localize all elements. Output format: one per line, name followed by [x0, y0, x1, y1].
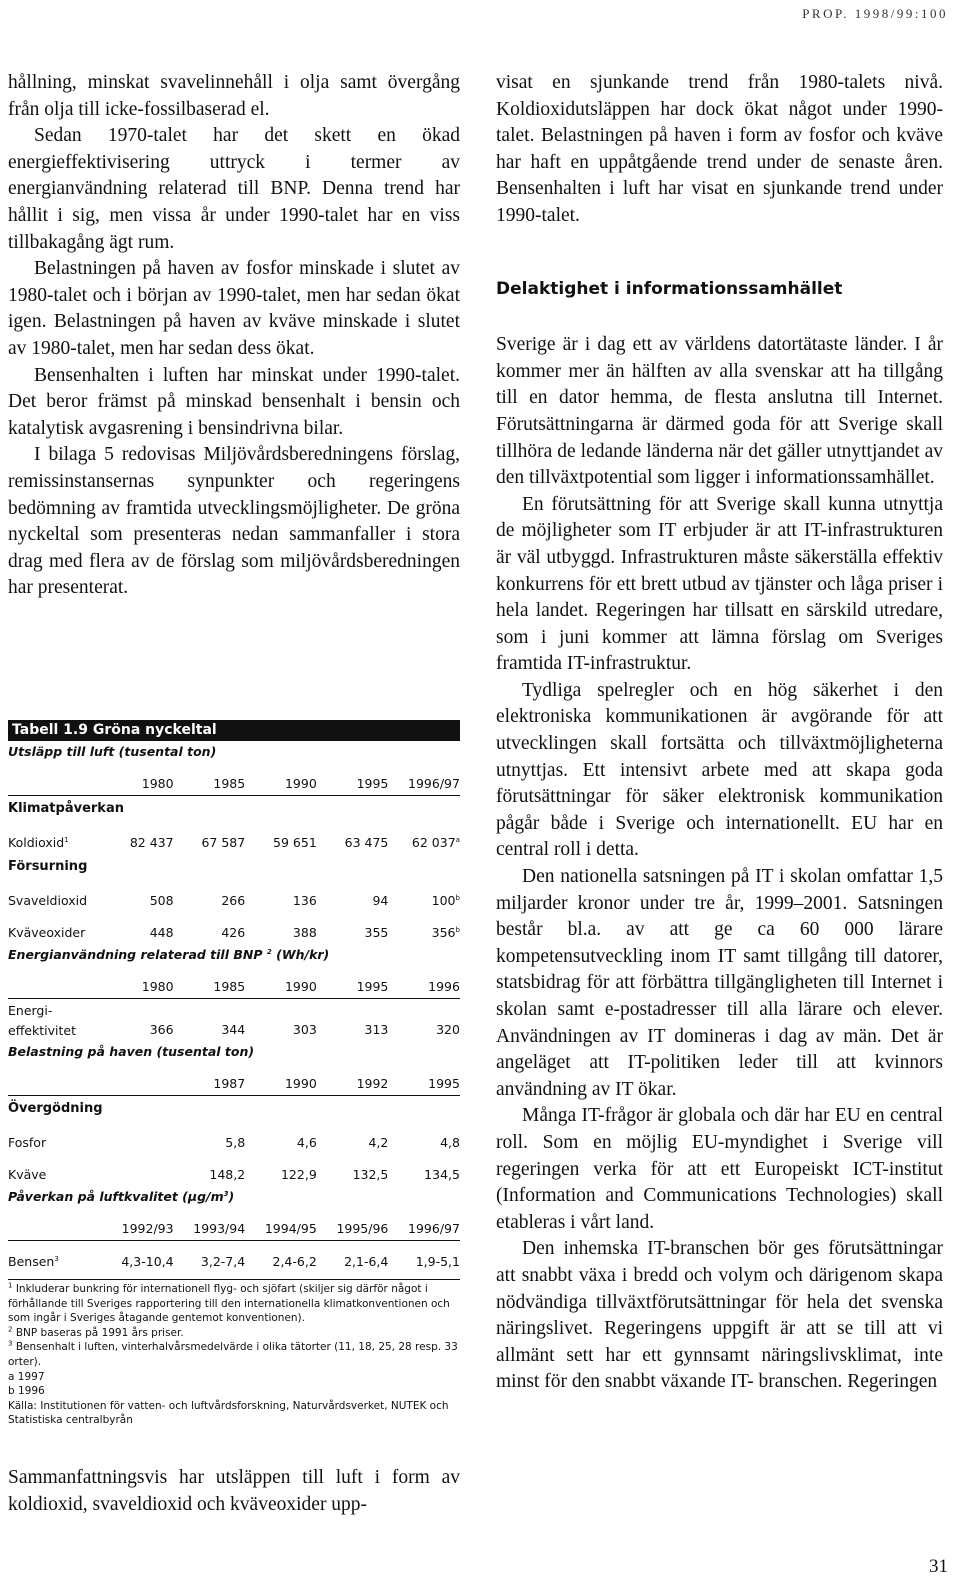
table-row: Kväveoxider 448 426 388 355 356$^b$	[8, 925, 460, 940]
running-head: PROP. 1998/99:100	[802, 6, 948, 21]
table-subtitle: Utsläpp till luft (tusental ton)	[8, 744, 217, 759]
paragraph: En förutsättning för att Sverige skall kunna utnyttja de möjligheter som IT erbjuder är att IT-infrastrukturen är väl utbyggd. Infrastrukturen måste säkerställa effektiv konkurrens för ett brett utbud av tjänster och låga priser i hela landet. Regeringen har tillsatt en särskild utredare, som i juni kommer att lämna förslag om Sveriges framtida IT-infrastruktur.	[496, 493, 943, 675]
section-heading: Delaktighet i informationssamhället	[496, 278, 843, 299]
paragraph: hållning, minskat svavelinnehåll i olja samt övergång från olja till icke-fossilbaserad el.	[8, 72, 460, 120]
page-number: 31	[929, 1556, 948, 1577]
group-heading: Klimatpåverkan	[8, 801, 124, 816]
paragraph: I bilaga 5 redovisas Miljövårdsberedningens förslag, remissinstansernas synpunkter och regeringens bedömning av framtida utvecklingsmöjligheter. De gröna nyckeltal som presenteras nedan sammanfaller i stora drag med flera av de förslag som miljövårdsberedningen har presenterat.	[8, 444, 460, 599]
group-heading: Försurning	[8, 859, 88, 874]
year-header-row: 1980 1985 1990 1995 1996	[8, 976, 460, 999]
table-footnotes	[8, 1279, 460, 1428]
paragraph: Många IT-frågor är globala och där har EU en central roll. Som en möjlig EU-myndighet i Sverige vill regeringen verka för att ett Europeiskt ICT-institut (Information and Communications Technologies) skall etableras i vårt land.	[496, 1105, 943, 1233]
paragraph: Tydliga spelregler och en hög säkerhet i den elektroniska kommunikationen är avgörande för att utvecklingen skall fortsätta och tillväxtmöjligheterna utnyttjas. Ett intensivt arbete med att skapa goda förutsättningar för säker elektronisk kommunikation pågår både i Sverige och internationellt. EU har en central roll i detta.	[496, 679, 943, 861]
group-heading: Övergödning	[8, 1101, 103, 1116]
table-subtitle: Belastning på haven (tusental ton)	[8, 1044, 255, 1059]
paragraph: Belastningen på haven av fosfor minskade i slutet av 1980-talet och i början av 1990-talet, men har sedan ökat igen. Belastningen på haven av kväve minskade i slutet av 1980-talet, men har sedan dess ökat.	[8, 258, 460, 359]
paragraph: Sammanfattningsvis har utsläppen till luft i form av koldioxid, svaveldioxid och kväveoxider upp-	[8, 1467, 460, 1515]
footnote: $^3$ Bensenhalt i luften, vinterhalvårsmedelvärde i olika tätorter (11, 18, 25, 28 resp. 33 orter).	[8, 1339, 458, 1368]
source-note: Källa: Institutionen för vatten- och luftvårdsforskning, Naturvårdsverket, NUTEK och Statistiska centralbyrån	[8, 1399, 449, 1427]
paragraph: Sverige är i dag ett av världens datortätaste länder. I år kommer mer än hälften av alla svenskar att ha tillgång till en dator hemma, de flesta anslutna till Internet. Förutsättningarna är därmed goda för att Sverige skall tillhöra de ledande länderna när det gäller utnyttjandet av den tillväxtpotential som ligger i informationssamhället.	[496, 334, 943, 489]
paragraph: Sedan 1970-talet har det skett en ökad energieffektivisering uttryck i termer av energianvändning relaterad till BNP. Denna trend har hållit i sig, men vissa år under 1990-talet har en viss tillbakagång ägt rum.	[8, 125, 460, 253]
paragraph: Bensenhalten i luften har minskat under 1990-talet. Det beror främst på minskad bensenhalt i bensin och katalytisk avgasrening i bensindrivna bilar.	[8, 364, 460, 439]
table-subtitle: Energianvändning relaterad till BNP $^2$ (Wh/kr)	[8, 947, 330, 962]
table-row: Bensen$^3$ 4,3-10,4 3,2-7,4 2,4-6,2 2,1-6,4 1,9-5,1	[8, 1254, 460, 1269]
year-header-row: 1980 1985 1990 1995 1996/97	[8, 773, 460, 796]
paragraph: Den inhemska IT-branschen bör ges förutsättningar att snabbt växa i bredd och volym och därigenom skapa nödvändiga tillväxtförutsättningar för hela det svenska näringslivet. Regeringens uppgift är att se till att vi allmänt sett har ett gynnsamt näringslivsklimat, inte minst för den snabbt växande IT- branschen. Regeringen	[496, 1238, 943, 1393]
table-row: Svaveldioxid 508 266 136 94 100$^b$	[8, 893, 460, 908]
year-header-row: 1992/93 1993/94 1994/95 1995/96 1996/97	[8, 1218, 460, 1241]
table-title: Tabell 1.9 Gröna nyckeltal	[8, 720, 460, 741]
right-column	[496, 70, 943, 1396]
table-row: Koldioxid$^1$ 82 437 67 587 59 651 63 475 62 037$^a$	[8, 835, 460, 850]
footnote: b 1996	[8, 1385, 45, 1398]
table-row: Kväve 148,2 122,9 132,5 134,5	[8, 1167, 460, 1182]
paragraph: visat en sjunkande trend från 1980-talets nivå. Koldioxidutsläppen har dock ökat något under 1990-talet. Belastningen på haven i form av fosfor och kväve har haft en uppåtgående trend under de senaste åren. Bensenhalten i luft har visat en sjunkande trend under 1990-talet.	[496, 72, 943, 226]
table-row: Fosfor 5,8 4,6 4,2 4,8	[8, 1135, 460, 1150]
footnote: a 1997	[8, 1370, 45, 1383]
green-indicators-table	[8, 720, 460, 1428]
left-column	[8, 70, 460, 602]
year-header-row: 1987 1990 1992 1995	[8, 1073, 460, 1096]
paragraph: Den nationella satsningen på IT i skolan omfattar 1,5 miljarder kronor under tre år, 1999–2001. Satsningen består bl.a. av att ge ca 60 000 lärare kompetensutveckling inom IT samt tillgång till datorer, statsbidrag för att förbättra tillgängligheten till Internet i skolan samt e-postadresser till alla lärare och elever. Användningen av IT domineras i dag av män. Det är angeläget att IT-politiken leder till att kvinnors användning av IT ökar.	[496, 866, 943, 1100]
table-subtitle: Påverkan på luftkvalitet $(\mu g/m^3)$	[8, 1189, 235, 1204]
footnote: $^2$ BNP baseras på 1991 års priser.	[8, 1325, 184, 1339]
footnote: $^1$ Inkluderar bunkring för internationell flyg- och sjöfart (skiljer sig därför något i förhållande till Sveriges rapportering till den internationella klimatkonventionen och som ingår i Sveriges åtagande gentemot konventionen).	[8, 1281, 450, 1325]
table-row: Energi- effektivitet 366 344 303 313 320	[8, 1003, 460, 1038]
